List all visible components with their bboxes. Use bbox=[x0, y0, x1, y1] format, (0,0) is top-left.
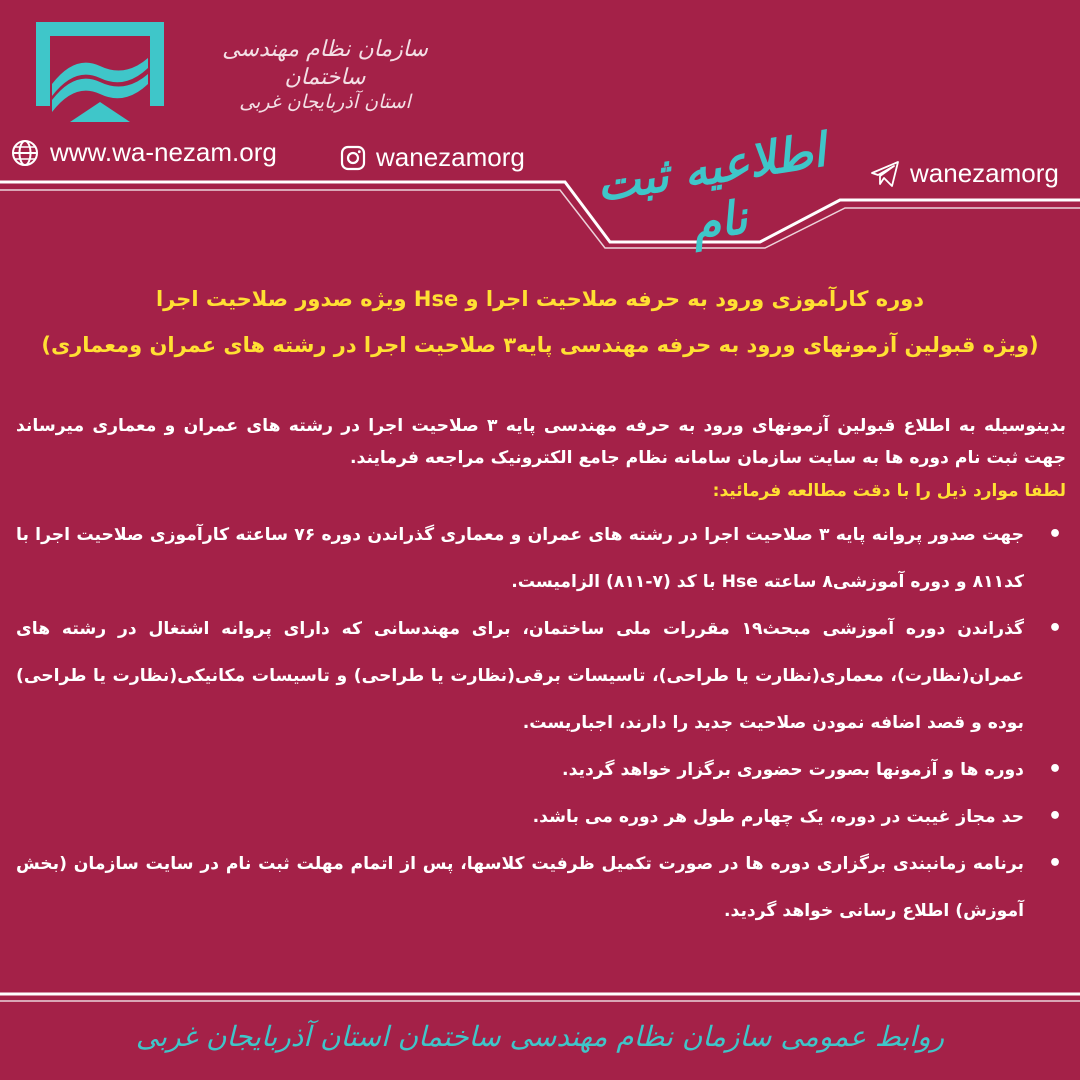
website-link[interactable] bbox=[10, 137, 277, 168]
website-text: www.wa-nezam.org bbox=[50, 137, 277, 167]
org-name-line2: استان آذربایجان غربی bbox=[239, 91, 411, 113]
instagram-handle: wanezamorg bbox=[376, 142, 525, 172]
list-item-text: جهت صدور پروانه پایه ۳ صلاحیت اجرا در رشته های عمران و معماری گذراندن دوره ۷۶ ساعته کارآموزی صلاحیت اجرا با کد۸۱۱ و دوره آموزشی۸ ساعته Hse با کد (۷-۸۱۱) الزامیست. bbox=[16, 525, 1024, 592]
list-item-text: گذراندن دوره آموزشی مبحث۱۹ مقررات ملی ساختمان، برای مهندسانی که دارای پروانه اشتغال در رشته های عمران(نظارت)، معماری(نظارت یا طراحی)، تاسیسات برقی(نظارت یا طراحی) و تاسیسات مکانیکی(نظارت یا طراحی) بوده و قصد اضافه نمودن صلاحیت جدید را دارند، اجباریست. bbox=[16, 619, 1025, 733]
bullet-icon: • bbox=[1047, 851, 1062, 876]
org-name-line1: سازمان نظام مهندسی ساختمان bbox=[222, 37, 428, 90]
intro-paragraph: بدینوسیله به اطلاع قبولین آزمونهای ورود به حرفه مهندسی پایه ۳ صلاحیت اجرا در رشته های عمران و معماری میرساند جهت ثبت نام دوره ها به سایت سازمان سامانه نظام جامع الکترونیک مراجعه فرمایند. bbox=[16, 416, 1066, 468]
footer-credit: روابط عمومی سازمان نظام مهندسی ساختمان استان آذربایجان غربی bbox=[135, 1020, 945, 1053]
bullet-icon: • bbox=[1047, 616, 1062, 641]
list-item-text: برنامه زمانبندی برگزاری دوره ها در صورت تکمیل ظرفیت کلاسها، پس از اتمام مهلت ثبت نام در سایت سازمان (بخش آموزش) اطلاع رسانی خواهد گردید. bbox=[16, 854, 1024, 921]
announcement-body bbox=[16, 410, 1066, 935]
bullet-icon: • bbox=[1047, 522, 1062, 547]
list-item bbox=[16, 606, 1066, 747]
notice-title: اطلاعیه ثبت نام bbox=[592, 122, 829, 252]
logo-emblem-icon bbox=[30, 14, 170, 124]
instagram-link[interactable] bbox=[340, 142, 525, 173]
course-title-line2: (ویژه قبولین آزمونهای ورود به حرفه مهندسی پایه۳ صلاحیت اجرا در رشته های عمران ومعماری) bbox=[41, 333, 1039, 357]
bullet-icon: • bbox=[1047, 757, 1062, 782]
header-divider bbox=[0, 170, 1080, 250]
list-item-text: حد مجاز غیبت در دوره، یک چهارم طول هر دوره می باشد. bbox=[532, 807, 1024, 827]
course-title-line1: دوره کارآموزی ورود به حرفه صلاحیت اجرا و Hse ویژه صدور صلاحیت اجرا bbox=[155, 287, 925, 311]
organization-logo bbox=[30, 14, 170, 124]
telegram-handle: wanezamorg bbox=[910, 158, 1059, 188]
list-item bbox=[16, 747, 1066, 794]
globe-icon bbox=[10, 138, 40, 168]
list-item-text: دوره ها و آزمونها بصورت حضوری برگزار خواهد گردید. bbox=[562, 760, 1024, 780]
list-item bbox=[16, 512, 1066, 606]
list-item bbox=[16, 841, 1066, 935]
list-item bbox=[16, 794, 1066, 841]
instagram-icon bbox=[340, 145, 366, 171]
requirements-list bbox=[16, 512, 1066, 935]
bullet-icon: • bbox=[1047, 804, 1062, 829]
attention-note: لطفا موارد ذیل را با دقت مطالعه فرمائید: bbox=[712, 481, 1066, 501]
footer-divider bbox=[0, 990, 1080, 1006]
course-title bbox=[20, 276, 1060, 368]
organization-name bbox=[180, 36, 470, 115]
